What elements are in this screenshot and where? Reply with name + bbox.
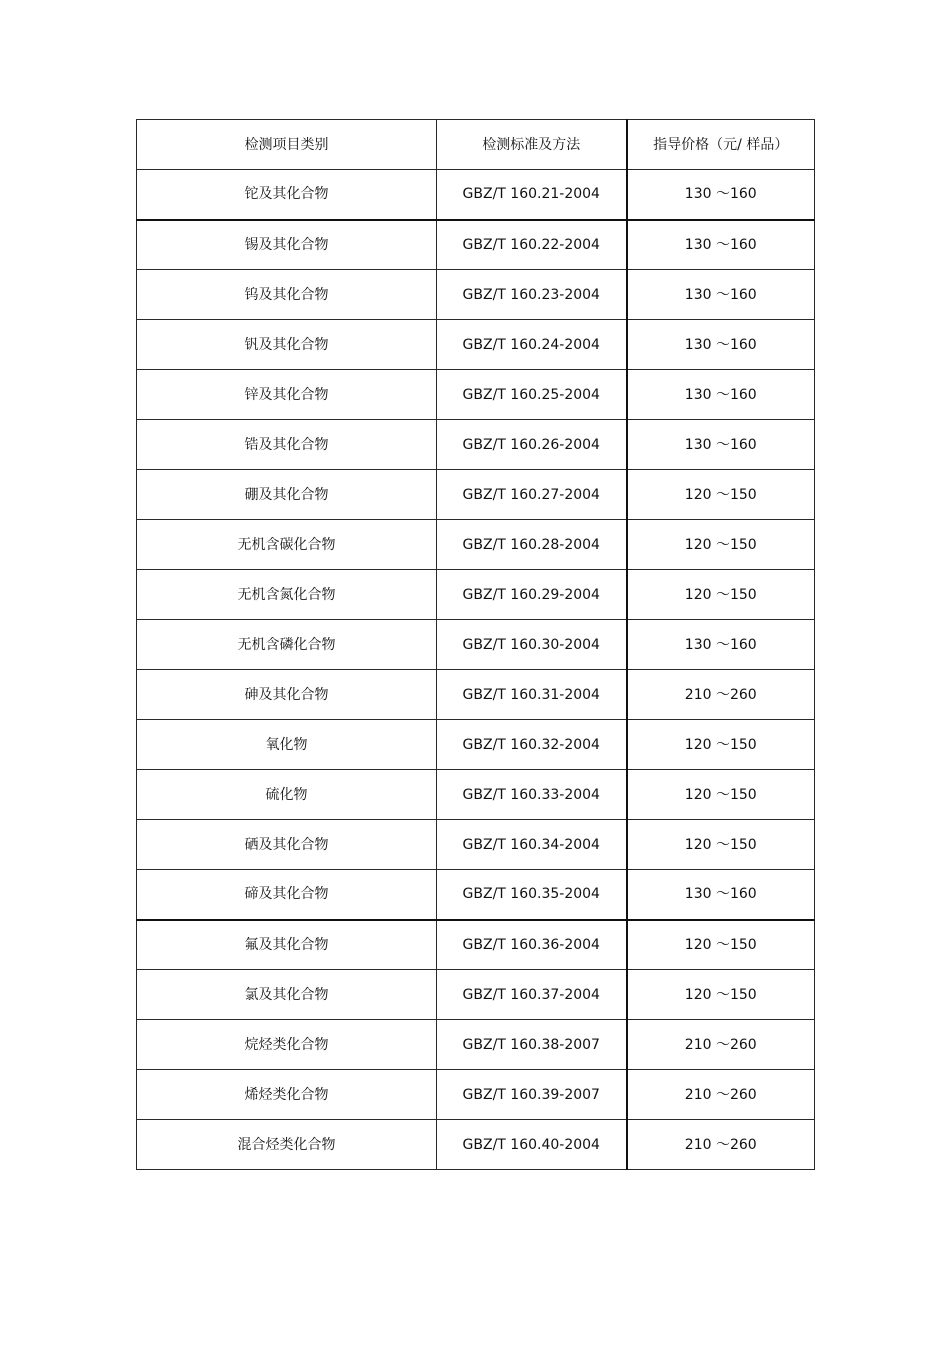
table-row [137, 1020, 815, 1070]
table-row [137, 720, 815, 770]
cell-item: 锡及其化合物 [137, 220, 437, 270]
cell-standard: GBZ/T 160.33-2004 [437, 770, 627, 820]
cell-price: 130 ～160 [627, 420, 815, 470]
table-row [137, 870, 815, 920]
cell-item: 氟及其化合物 [137, 920, 437, 970]
table-row [137, 170, 815, 220]
table-header-row [137, 120, 815, 170]
cell-price: 120 ～150 [627, 470, 815, 520]
cell-price: 120 ～150 [627, 970, 815, 1020]
header-standard: 检测标准及方法 [437, 120, 627, 170]
price-table [136, 119, 815, 1170]
cell-price: 130 ～160 [627, 220, 815, 270]
cell-item: 砷及其化合物 [137, 670, 437, 720]
table-row [137, 1070, 815, 1120]
cell-item: 钨及其化合物 [137, 270, 437, 320]
cell-price: 130 ～160 [627, 620, 815, 670]
cell-standard: GBZ/T 160.37-2004 [437, 970, 627, 1020]
table-row [137, 920, 815, 970]
cell-standard: GBZ/T 160.36-2004 [437, 920, 627, 970]
table-row [137, 470, 815, 520]
table-row [137, 570, 815, 620]
cell-standard: GBZ/T 160.32-2004 [437, 720, 627, 770]
table-row [137, 320, 815, 370]
cell-item: 锌及其化合物 [137, 370, 437, 420]
cell-price: 130 ～160 [627, 320, 815, 370]
table-row [137, 220, 815, 270]
cell-standard: GBZ/T 160.34-2004 [437, 820, 627, 870]
cell-price: 210 ～260 [627, 1070, 815, 1120]
cell-standard: GBZ/T 160.22-2004 [437, 220, 627, 270]
header-price: 指导价格（元/ 样品） [627, 120, 815, 170]
table-row [137, 770, 815, 820]
cell-item: 无机含磷化合物 [137, 620, 437, 670]
table-row [137, 1120, 815, 1170]
cell-price: 120 ～150 [627, 920, 815, 970]
cell-standard: GBZ/T 160.23-2004 [437, 270, 627, 320]
cell-standard: GBZ/T 160.24-2004 [437, 320, 627, 370]
price-table-body [137, 120, 815, 1170]
cell-item: 烯烃类化合物 [137, 1070, 437, 1120]
cell-price: 120 ～150 [627, 820, 815, 870]
table-row [137, 520, 815, 570]
cell-standard: GBZ/T 160.38-2007 [437, 1020, 627, 1070]
cell-item: 硫化物 [137, 770, 437, 820]
cell-price: 210 ～260 [627, 670, 815, 720]
cell-item: 烷烃类化合物 [137, 1020, 437, 1070]
cell-standard: GBZ/T 160.21-2004 [437, 170, 627, 220]
cell-standard: GBZ/T 160.29-2004 [437, 570, 627, 620]
table-row [137, 420, 815, 470]
cell-item: 锆及其化合物 [137, 420, 437, 470]
table-row [137, 370, 815, 420]
table-row [137, 620, 815, 670]
cell-standard: GBZ/T 160.35-2004 [437, 870, 627, 920]
cell-standard: GBZ/T 160.39-2007 [437, 1070, 627, 1120]
cell-price: 130 ～160 [627, 370, 815, 420]
table-row [137, 970, 815, 1020]
table-row [137, 670, 815, 720]
cell-price: 120 ～150 [627, 570, 815, 620]
cell-item: 氧化物 [137, 720, 437, 770]
cell-item: 无机含氮化合物 [137, 570, 437, 620]
cell-price: 130 ～160 [627, 870, 815, 920]
cell-standard: GBZ/T 160.40-2004 [437, 1120, 627, 1170]
cell-item: 钒及其化合物 [137, 320, 437, 370]
header-item: 检测项目类别 [137, 120, 437, 170]
cell-item: 碲及其化合物 [137, 870, 437, 920]
cell-item: 氯及其化合物 [137, 970, 437, 1020]
cell-price: 130 ～160 [627, 270, 815, 320]
table-row [137, 820, 815, 870]
cell-price: 120 ～150 [627, 520, 815, 570]
cell-standard: GBZ/T 160.30-2004 [437, 620, 627, 670]
cell-price: 210 ～260 [627, 1020, 815, 1070]
cell-standard: GBZ/T 160.28-2004 [437, 520, 627, 570]
cell-item: 铊及其化合物 [137, 170, 437, 220]
cell-price: 210 ～260 [627, 1120, 815, 1170]
cell-standard: GBZ/T 160.25-2004 [437, 370, 627, 420]
cell-price: 130 ～160 [627, 170, 815, 220]
table-row [137, 270, 815, 320]
cell-item: 无机含碳化合物 [137, 520, 437, 570]
cell-standard: GBZ/T 160.31-2004 [437, 670, 627, 720]
cell-item: 硒及其化合物 [137, 820, 437, 870]
cell-price: 120 ～150 [627, 770, 815, 820]
cell-standard: GBZ/T 160.27-2004 [437, 470, 627, 520]
cell-item: 硼及其化合物 [137, 470, 437, 520]
cell-item: 混合烃类化合物 [137, 1120, 437, 1170]
cell-price: 120 ～150 [627, 720, 815, 770]
cell-standard: GBZ/T 160.26-2004 [437, 420, 627, 470]
